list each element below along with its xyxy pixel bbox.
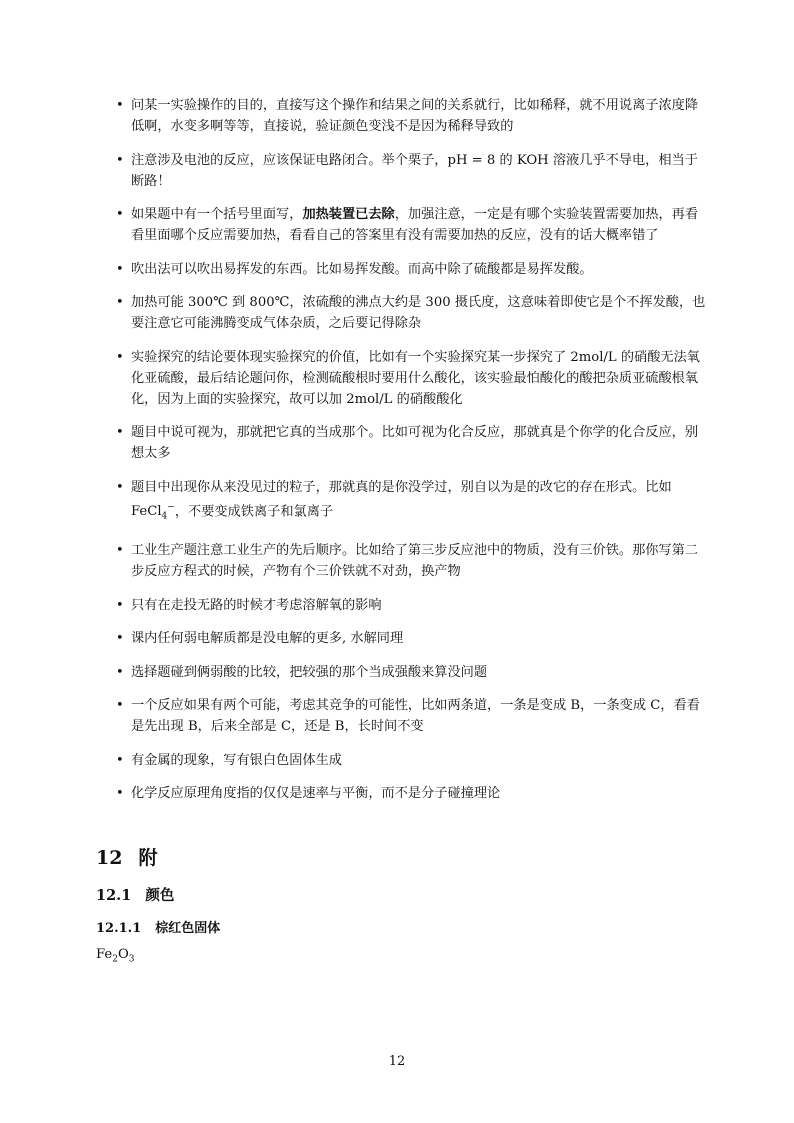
list-item: • 化学反应原理角度指的仅仅是速率与平衡，而不是分子碰撞理论 bbox=[116, 783, 706, 804]
bullet-icon: • bbox=[116, 479, 124, 495]
list-item: • 有金属的现象，写有银白色固体生成 bbox=[116, 750, 706, 771]
subsubsection-title: 棕红色固体 bbox=[155, 921, 221, 936]
list-item: • 注意涉及电池的反应，应该保证电路闭合。举个栗子，pH = 8 的 KOH 溶液几乎不导电，相当于断路！ bbox=[116, 150, 706, 192]
bullet-icon: • bbox=[116, 664, 124, 680]
subsection-number: 12.1 bbox=[96, 887, 132, 904]
list-item: • 问某一实验操作的目的，直接写这个操作和结果之间的关系就行，比如稀释，就不用说离子浓度降低啊，水变多啊等等，直接说，验证颜色变浅不是因为稀释导致的 bbox=[116, 95, 706, 137]
chemical-formula: FeCl$_4$− bbox=[131, 502, 175, 522]
subsubsection-number: 12.1.1 bbox=[96, 921, 142, 936]
subsection-heading bbox=[96, 884, 174, 905]
list-item: • 课内任何弱电解质都是没电解的更多, 水解同理 bbox=[116, 628, 706, 649]
bullet-icon: • bbox=[116, 349, 124, 365]
bullet-icon: • bbox=[116, 98, 124, 113]
list-item: • 实验探究的结论要体现实验探究的价值，比如有一个实验探究某一步探究了 2mol/L 的硝酸无法氧化亚硫酸，最后结论题问你，检测硫酸根时要用什么酸化，该实验最怕酸化的酸把杂质亚硫酸根氧化，因为上面的实验探究，故可以加 2mol/L 的硝酸酸化 bbox=[116, 347, 706, 410]
list-item: • 工业生产题注意工业生产的先后顺序。比如给了第三步反应池中的物质，没有三价铁。那你写第二步反应方程式的时候，产物有个三价铁就不对劲，换产物 bbox=[116, 540, 706, 582]
bullet-icon: • bbox=[116, 597, 124, 613]
emphasis-text: 加热装置已去除 bbox=[302, 207, 395, 222]
subsection-title: 颜色 bbox=[145, 887, 175, 904]
bullet-icon: • bbox=[116, 786, 124, 802]
bullet-icon: • bbox=[116, 207, 124, 222]
bullet-icon: • bbox=[116, 698, 124, 714]
list-item: • 选择题碰到俩弱酸的比较，把较强的那个当成强酸来算没问题 bbox=[116, 662, 706, 683]
list-item: • 题目中出现你从来没见过的粒子，那就真的是你没学过，别自以为是的改它的存在形式。比如 FeCl$_4$−，不要变成铁离子和氯离子 bbox=[116, 477, 706, 528]
bullet-list bbox=[116, 95, 706, 817]
bullet-icon: • bbox=[116, 152, 124, 168]
page-number: 12 bbox=[388, 1054, 406, 1069]
subsubsection-heading bbox=[96, 917, 220, 936]
bullet-icon: • bbox=[116, 425, 124, 440]
list-item: • 加热可能 300℃ 到 800℃，浓硫酸的沸点大约是 300 摄氏度，这意味着即使它是个不挥发酸，也要注意它可能沸腾变成气体杂质，之后要记得除杂 bbox=[116, 292, 706, 334]
list-item: • 只有在走投无路的时候才考虑溶解氧的影响 bbox=[116, 595, 706, 616]
chemical-formula: $Fe_2O_3$ bbox=[96, 947, 135, 965]
bullet-icon: • bbox=[116, 543, 124, 559]
list-item: • 一个反应如果有两个可能，考虑其竞争的可能性，比如两条道，一条是变成 B，一条变成 C，看看是先出现 B，后来全部是 C，还是 B，长时间不变 bbox=[116, 695, 706, 737]
section-heading bbox=[96, 843, 157, 870]
bullet-icon: • bbox=[116, 631, 124, 647]
bullet-icon: • bbox=[116, 752, 124, 768]
bullet-icon: • bbox=[116, 261, 124, 277]
section-number: 12 bbox=[96, 847, 123, 869]
list-item: • 题目中说可视为，那就把它真的当成那个。比如可视为化合反应，那就真是个你学的化合反应，别想太多 bbox=[116, 422, 706, 464]
list-item: • 如果题中有一个括号里面写，加热装置已去除，加强注意，一定是有哪个实验装置需要加热，再看看里面哪个反应需要加热，看看自己的答案里有没有需要加热的反应，没有的话大概率错了 bbox=[116, 204, 706, 246]
bullet-icon: • bbox=[116, 295, 124, 310]
list-item: • 吹出法可以吹出易挥发的东西。比如易挥发酸。而高中除了硫酸都是易挥发酸。 bbox=[116, 259, 706, 280]
section-title: 附 bbox=[138, 847, 158, 869]
